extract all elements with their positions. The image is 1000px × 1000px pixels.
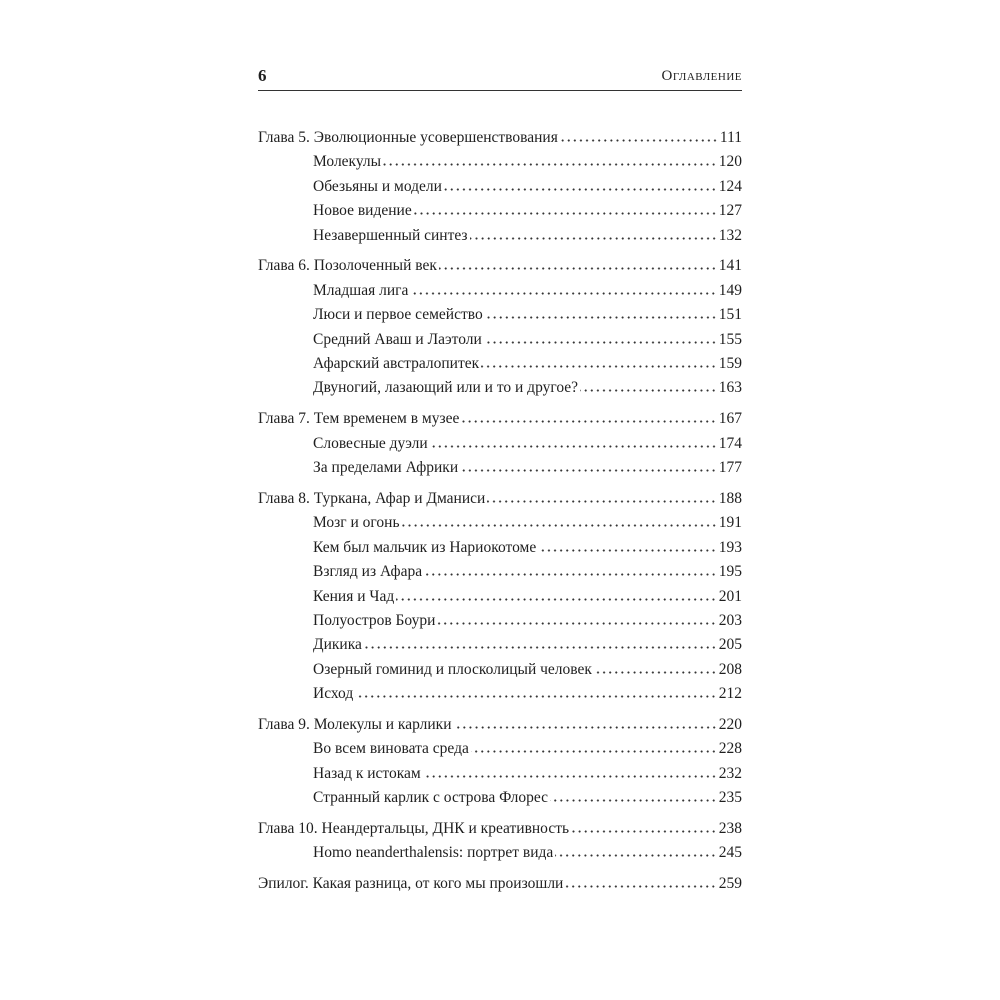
entry-title: Глава 5. Эволюционные усовершенствования — [258, 129, 558, 146]
toc-section-entry[interactable] — [258, 762, 742, 786]
entry-title: Глава 6. Позолоченный век — [258, 257, 437, 275]
entry-page-number: 141 — [718, 257, 742, 275]
entry-title: Незавершенный синтез — [313, 226, 468, 244]
dot-leader — [550, 799, 717, 802]
dot-leader — [471, 750, 717, 753]
toc-chapter-entry[interactable] — [258, 872, 742, 896]
entry-page-number: 238 — [718, 820, 742, 838]
entry-page-number: 208 — [718, 660, 742, 678]
toc-section-entry[interactable] — [258, 633, 742, 657]
entry-page-number: 159 — [718, 355, 742, 373]
entry-page-number: 155 — [718, 330, 742, 348]
toc-chapter-group — [258, 254, 742, 400]
toc-chapter-group — [258, 817, 742, 866]
dot-leader — [410, 292, 716, 295]
entry-page-number: 111 — [719, 129, 742, 146]
toc-section-entry[interactable] — [258, 376, 742, 400]
entry-page-number: 201 — [718, 587, 742, 605]
dot-leader — [402, 524, 717, 527]
toc-section-entry[interactable] — [258, 609, 742, 633]
entry-title: Афарский австралопитек — [313, 355, 480, 373]
entry-title: За пределами Африки — [313, 459, 459, 477]
dot-leader — [485, 316, 717, 319]
toc-chapter-entry[interactable] — [258, 817, 742, 841]
entry-title: Кем был мальчик из Нариокотоме — [313, 538, 537, 556]
toc-chapter-group — [258, 407, 742, 480]
entry-title: Мозг и огонь — [313, 514, 400, 532]
dot-leader — [555, 854, 716, 857]
entry-page-number: 132 — [718, 226, 742, 244]
entry-page-number: 151 — [718, 306, 742, 324]
toc-chapter-group — [258, 713, 742, 811]
entry-title: Младшая лига — [313, 281, 409, 299]
dot-leader — [383, 163, 717, 166]
entry-page-number: 205 — [718, 636, 742, 654]
toc-chapter-entry[interactable] — [258, 407, 742, 431]
entry-page-number: 245 — [718, 844, 742, 862]
dot-leader — [454, 726, 717, 729]
page-number: 6 — [258, 66, 267, 85]
entry-title: Озерный гоминид и плосколицый человек — [313, 660, 592, 678]
dot-leader — [470, 237, 717, 240]
entry-page-number: 220 — [718, 715, 742, 733]
entry-title: Новое видение — [313, 202, 412, 220]
entry-page-number: 235 — [718, 789, 742, 807]
entry-page-number: 193 — [718, 538, 742, 556]
entry-title: Полуостров Боури — [313, 611, 436, 629]
toc-section-entry[interactable] — [258, 737, 742, 761]
entry-title: Глава 10. Неандертальцы, ДНК и креативность — [258, 820, 570, 838]
entry-page-number: 203 — [718, 611, 742, 629]
entry-title: Молекулы — [313, 153, 382, 171]
entry-title: Во всем виновата среда — [313, 740, 469, 758]
toc-section-entry[interactable] — [258, 456, 742, 480]
toc-chapter-group — [258, 126, 742, 248]
dot-leader — [580, 389, 717, 392]
toc-section-entry[interactable] — [258, 658, 742, 682]
toc-section-entry[interactable] — [258, 786, 742, 810]
entry-title: Глава 9. Молекулы и карлики — [258, 715, 452, 733]
entry-page-number: 232 — [718, 764, 742, 782]
entry-title: Назад к истокам — [313, 764, 421, 782]
dot-leader — [538, 549, 717, 552]
toc-section-entry[interactable] — [258, 303, 742, 327]
running-title: Оглавление — [661, 68, 742, 84]
dot-leader — [481, 365, 717, 368]
dot-leader — [439, 267, 717, 270]
toc-section-entry[interactable] — [258, 175, 742, 199]
entry-page-number: 124 — [718, 177, 742, 195]
entry-page-number: 174 — [718, 434, 742, 452]
dot-leader — [444, 188, 717, 191]
toc-section-entry[interactable] — [258, 279, 742, 303]
dot-leader — [560, 139, 718, 142]
entry-title: Странный карлик с острова Флорес — [313, 789, 549, 807]
entry-page-number: 259 — [718, 875, 742, 893]
dot-leader — [565, 885, 716, 888]
toc-section-entry[interactable] — [258, 511, 742, 535]
entry-page-number: 195 — [718, 563, 742, 581]
entry-page-number: 177 — [718, 459, 742, 477]
entry-title: Обезьяны и модели — [313, 177, 442, 195]
entry-title: Люси и первое семейство — [313, 306, 483, 324]
dot-leader — [414, 212, 717, 215]
entry-page-number: 191 — [718, 514, 742, 532]
toc-section-entry[interactable] — [258, 432, 742, 456]
toc-section-entry[interactable] — [258, 352, 742, 376]
dot-leader — [424, 573, 717, 576]
entry-page-number: 163 — [718, 379, 742, 397]
dot-leader — [484, 341, 717, 344]
entry-title: Двуногий, лазающий или и то и другое? — [313, 379, 579, 397]
toc-section-entry[interactable] — [258, 585, 742, 609]
dot-leader — [355, 695, 717, 698]
toc-chapter-group — [258, 487, 742, 707]
dot-leader — [437, 622, 716, 625]
toc-section-entry[interactable] — [258, 536, 742, 560]
entry-title: Эпилог. Какая разница, от кого мы произошли — [258, 875, 564, 893]
dot-leader — [460, 469, 717, 472]
toc-chapter-entry[interactable] — [258, 487, 742, 511]
entry-title: Словесные дуэли — [313, 434, 428, 452]
toc-chapter-entry[interactable] — [258, 126, 742, 150]
dot-leader — [571, 830, 717, 833]
toc-section-entry[interactable] — [258, 682, 742, 706]
toc-chapter-entry[interactable] — [258, 713, 742, 737]
toc-section-entry[interactable] — [258, 841, 742, 865]
entry-page-number: 127 — [718, 202, 742, 220]
table-of-contents — [258, 126, 742, 903]
dot-leader — [487, 500, 716, 503]
entry-title: Взгляд из Афара — [313, 563, 423, 581]
page-header — [258, 66, 742, 91]
entry-title: Глава 8. Туркана, Афар и Дманиси — [258, 489, 486, 507]
entry-title: Средний Аваш и Лаэтоли — [313, 330, 482, 348]
entry-title: Кения и Чад — [313, 587, 395, 605]
toc-section-entry[interactable] — [258, 328, 742, 352]
dot-leader — [423, 775, 717, 778]
entry-title: Глава 7. Тем временем в музее — [258, 410, 460, 428]
toc-section-entry[interactable] — [258, 199, 742, 223]
dot-leader — [594, 671, 717, 674]
toc-chapter-entry[interactable] — [258, 254, 742, 278]
entry-title: Homo neanderthalensis: портрет вида — [313, 844, 554, 862]
dot-leader — [364, 646, 717, 649]
entry-page-number: 149 — [718, 281, 742, 299]
toc-chapter-group — [258, 872, 742, 896]
toc-section-entry[interactable] — [258, 224, 742, 248]
dot-leader — [430, 445, 717, 448]
entry-page-number: 188 — [718, 489, 742, 507]
entry-page-number: 212 — [718, 685, 742, 703]
dot-leader — [396, 598, 717, 601]
dot-leader — [461, 420, 716, 423]
entry-page-number: 228 — [718, 740, 742, 758]
entry-page-number: 167 — [718, 410, 742, 428]
toc-section-entry[interactable] — [258, 560, 742, 584]
entry-title: Дикика — [313, 636, 362, 654]
entry-page-number: 120 — [718, 153, 742, 171]
toc-section-entry[interactable] — [258, 150, 742, 174]
entry-title: Исход — [313, 685, 354, 703]
